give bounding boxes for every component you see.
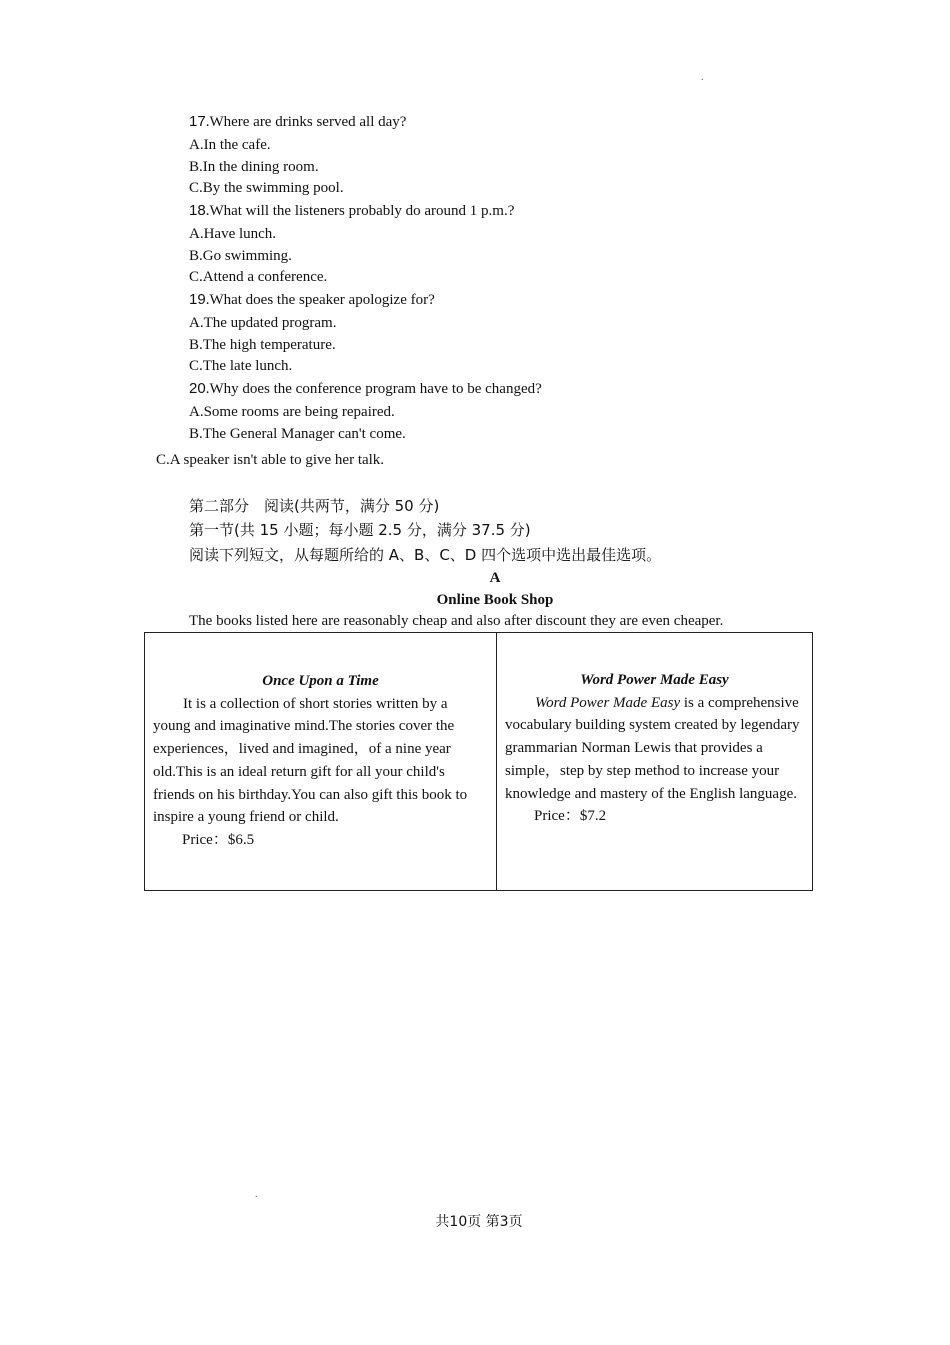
book-price: Price：$7.2 [534, 808, 607, 825]
question-17-option-b: B.In the dining room. [189, 159, 319, 175]
book-table [144, 632, 813, 891]
instructions: 阅读下列短文，从每题所给的 A、B、C、D 四个选项中选出最佳选项。 [189, 546, 662, 564]
question-18-option-c: C.Attend a conference. [189, 269, 328, 285]
book-description: It is a collection of short stories written by a young and imaginative mind.The stories cover the experiences，lived and imagined，of a nine year old.This is an ideal return gift for all your child's friends on his birthday.You can also gift this book to inspire a young friend or child. [153, 695, 468, 826]
book-cell-once-upon-a-time [145, 633, 497, 891]
question-17-option-a: A.In the cafe. [189, 137, 271, 153]
passage-letter: A [489, 570, 501, 586]
question-19-option-b: B.The high temperature. [189, 337, 336, 353]
question-18-option-a: A.Have lunch. [189, 226, 277, 242]
bottom-dot: . [255, 1189, 258, 1200]
passage-intro: The books listed here are reasonably cheap and also after discount they are even cheaper. [189, 613, 724, 629]
book-title: Word Power Made Easy [580, 672, 729, 688]
question-19-option-a: A.The updated program. [189, 315, 337, 331]
question-17-option-c: C.By the swimming pool. [189, 180, 344, 196]
page-footer: 共10页 第3页 [435, 1214, 523, 1230]
question-20-option-b: B.The General Manager can't come. [189, 426, 406, 442]
question-18-stem: 18.What will the listeners probably do around 1 p.m.? [189, 202, 515, 219]
passage-title: Online Book Shop [436, 592, 554, 608]
section-title: 第一节(共 15 小题；每小题 2.5 分，满分 37.5 分) [189, 521, 531, 539]
question-20-option-a: A.Some rooms are being repaired. [189, 404, 395, 420]
book-cell-word-power-made-easy [497, 633, 813, 891]
question-17-stem: 17.Where are drinks served all day? [189, 113, 407, 130]
question-19-option-c: C.The late lunch. [189, 358, 293, 374]
book-price: Price：$6.5 [182, 831, 255, 848]
question-20-option-c: C.A speaker isn't able to give her talk. [156, 452, 385, 468]
book-title: Once Upon a Time [262, 673, 379, 689]
part-title: 第二部分 阅读(共两节，满分 50 分) [189, 497, 440, 515]
book-description: Word Power Made Easy is a comprehensive vocabulary building system created by legendary grammarian Norman Lewis that provides a simple，step by step method to increase your knowledge and mastery of the English language. [505, 694, 800, 802]
book-title-inline: Word Power Made Easy [535, 694, 681, 711]
question-20-stem: 20.Why does the conference program have to be changed? [189, 380, 542, 397]
question-18-option-b: B.Go swimming. [189, 248, 292, 264]
top-dot: . [701, 72, 704, 83]
question-19-stem: 19.What does the speaker apologize for? [189, 291, 435, 308]
